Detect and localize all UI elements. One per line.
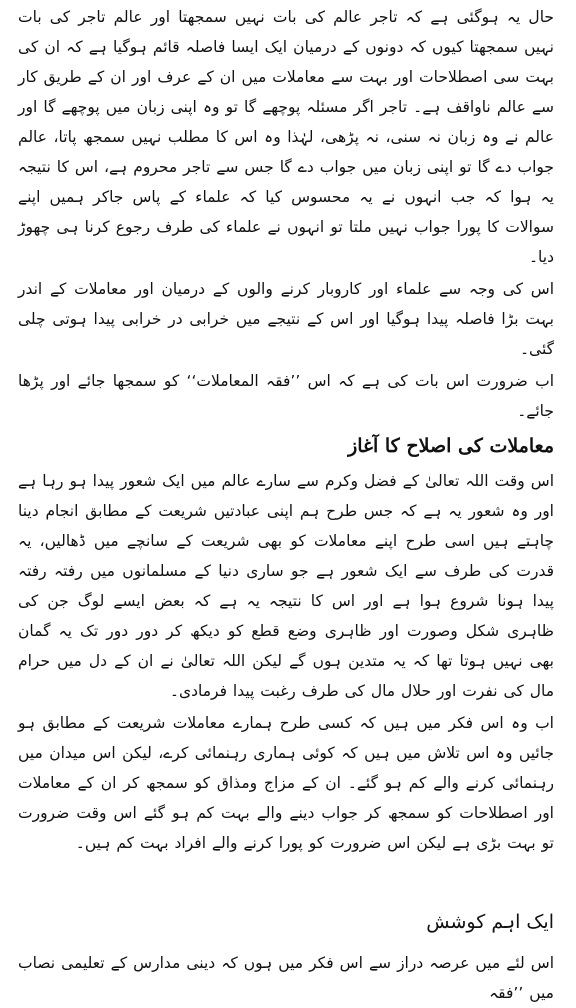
- paragraph-need-fiqh-muamalat: اب ضرورت اس بات کی ہے کہ اس ’’فقہ المعاملات‘‘ کو سمجھا جائے اور پڑھا جائے۔: [18, 372, 554, 420]
- section-heading-reform-beginning: معاملات کی اصلاح کا آغاز: [348, 435, 554, 457]
- paragraph-guidance-shortage: اب وہ اس فکر میں ہیں کہ کسی طرح ہمارے معاملات شریعت کے مطابق ہو جائیں وہ اس تلاش میں ہیں کہ کوئی ہماری رہنمائی کرے، لیکن اس میدان میں رہنمائی کرنے والے کم ہو گئے۔ ان کے مزاج ومذاق کو سمجھ کر ان کے معاملات اور اصطلاحات کو سمجھ کر جواب دینے والے بہت کم ہو گئے اس وقت ضرورت تو بہت بڑی ہے لیکن اس ضرورت کو پورا کرنے والے افراد بہت کم ہیں۔: [18, 714, 554, 852]
- document-page: [18, 2, 554, 1002]
- paragraph-scholar-trader-gap: حال یہ ہوگئی ہے کہ تاجر عالم کی بات نہیں سمجھتا اور عالم تاجر کی بات نہیں سمجھتا کیوں کہ دونوں کے درمیان ایک ایسا فاصلہ قائم ہوگیا ہے کہ ان کی بہت سی اصطلاحات اور بہت سے معاملات میں ان کے عرف اور ان کے طریق کار سے عالم ناواقف ہے۔ تاجر اگر مسئلہ پوچھے گا تو وہ اپنی زبان میں پوچھے گا اور عالم نے وہ زبان نہ سنی، نہ پڑھی، لہٰذا وہ اس کا مطلب نہیں سمجھ پاتا، عالم جواب دے گا تو اپنی زبان میں جواب دے گا جس سے تاجر محروم ہے، اس کا نتیجہ یہ ہوا کہ جب انہوں نے یہ محسوس کیا کہ علماء کے پاس جاکر ہمیں اپنے سوالات کا پورا جواب نہیں ملتا تو انہوں نے علماء کی طرف رجوع کرنا ہی چھوڑ دیا۔: [18, 8, 554, 266]
- paragraph-global-awareness: اس وقت اللہ تعالیٰ کے فضل وکرم سے سارے عالم میں ایک شعور پیدا ہو رہا ہے اور وہ شعور یہ ہے کہ جس طرح ہم اپنی عبادتیں شریعت کے مطابق انجام دینا چاہتے ہیں اسی طرح اپنے معاملات کو بھی شریعت کے سانچے میں ڈھالیں، یہ قدرت کی طرف سے ایک شعور ہے جو ساری دنیا کے مسلمانوں میں رفتہ رفتہ پیدا ہونا شروع ہوا ہے اور اس کا نتیجہ یہ ہے کہ بعض ایسے لوگ جن کی ظاہری شکل وصورت اور ظاہری وضع قطع کو دیکھ کر دور دور تک یہ گمان بھی نہیں ہوتا تھا کہ یہ متدین ہوں گے لیکن اللہ تعالیٰ نے ان کے دل میں حرام مال کی نفرت اور حلال مال کی طرف رغبت پیدا فرمادی۔: [18, 472, 554, 700]
- paragraph-distance-result: اس کی وجہ سے علماء اور کاروبار کرنے والوں کے درمیان اور معاملات کے اندر بہت بڑا فاصلہ پیدا ہوگیا اور اس کے نتیجے میں خرابی در خرابی پیدا ہوتی چلی گئی۔: [18, 280, 554, 358]
- section-heading-important-effort: ایک اہم کوشش: [426, 911, 554, 933]
- paragraph-madaris-curriculum: اس لئے میں عرصہ دراز سے اس فکر میں ہوں کہ دینی مدارس کے تعلیمی نصاب میں ’’فقہ: [18, 954, 554, 1002]
